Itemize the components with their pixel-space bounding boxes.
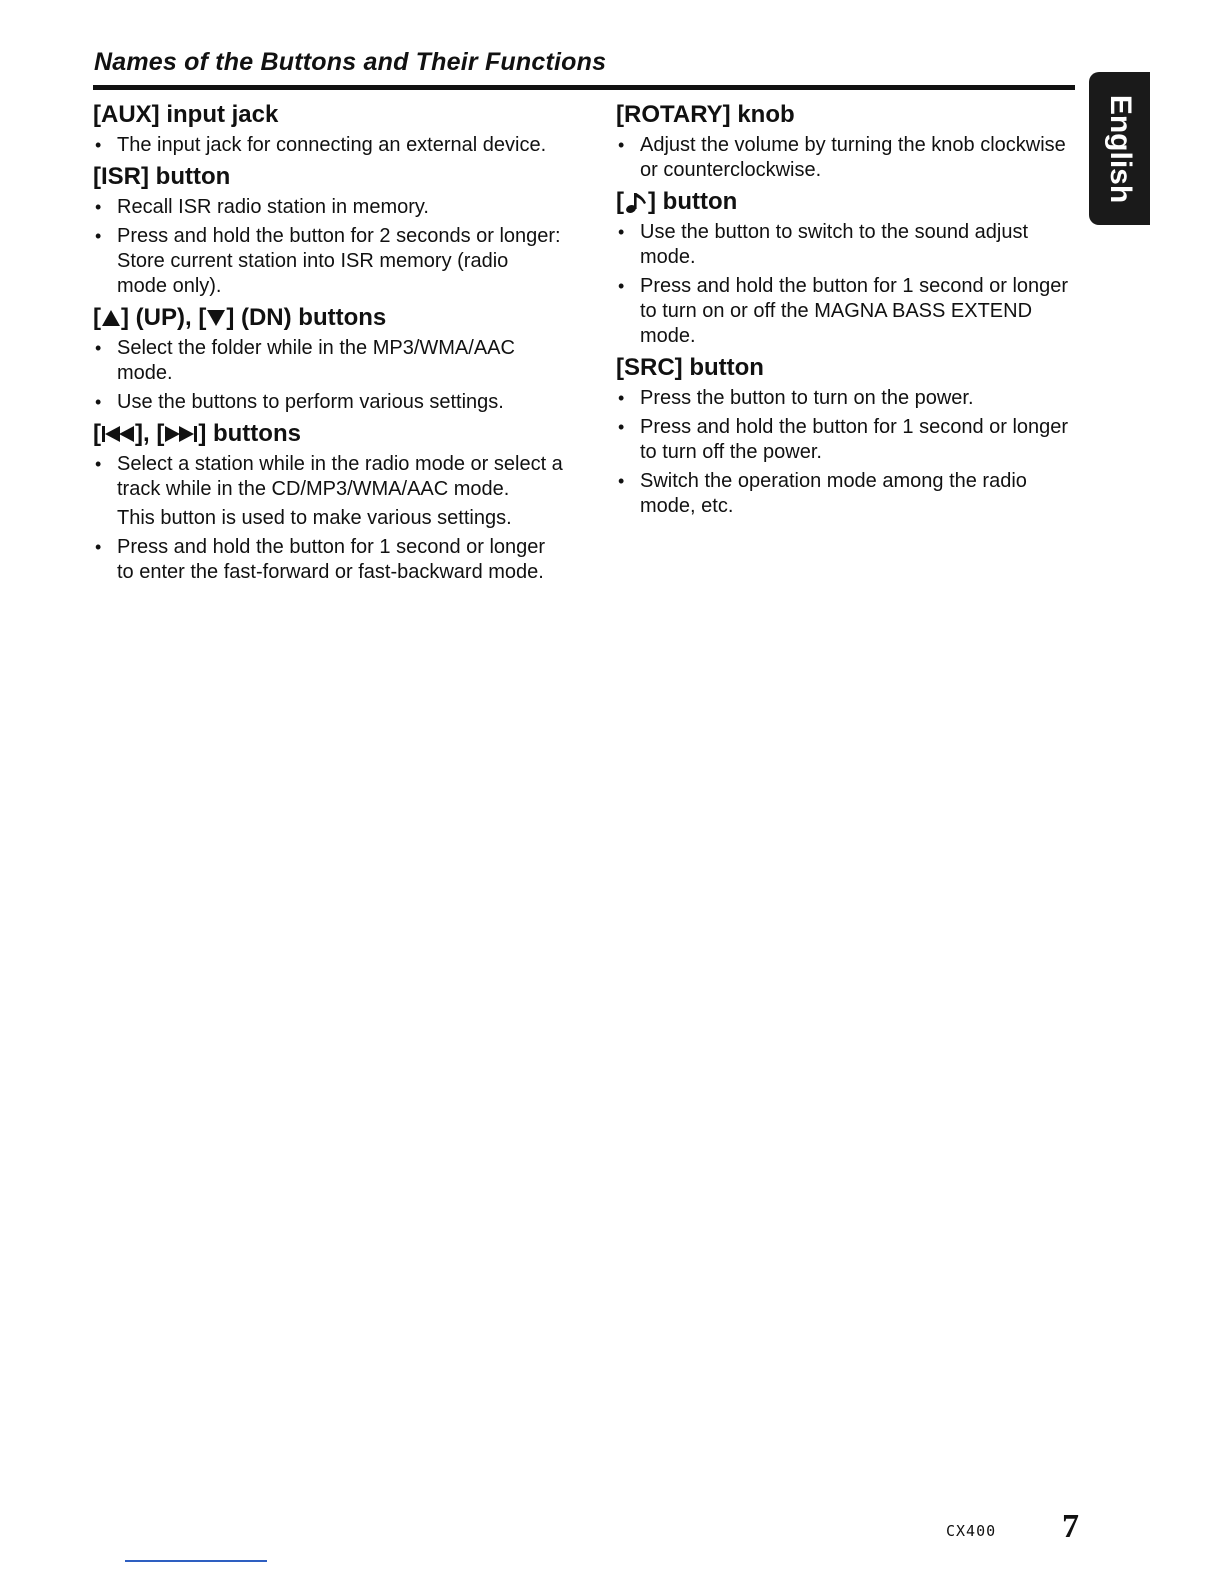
section-heading: [SRC] button [616,354,764,381]
list-item: • Recall ISR radio station in memory. [93,195,563,220]
skip-back-icon [101,425,135,443]
heading-text: [ [93,304,101,331]
model-number: CX400 [946,1522,997,1540]
heading-text: [ [93,420,101,447]
section-heading [93,419,563,449]
heading-text: ] button [648,188,738,215]
section-heading: [ROTARY] knob [616,101,795,128]
bullet-list [93,336,563,415]
title-rule [93,85,1075,90]
heading-text: ] buttons [198,420,301,447]
page-title: Names of the Buttons and Their Functions [94,48,607,76]
heading-text: ] (UP), [ [121,304,207,331]
bullet-list [93,195,563,299]
bullet-list [616,386,1076,519]
list-item: • Switch the operation mode among the radio mode, etc. [616,469,1076,519]
language-tab [1089,72,1150,225]
section-heading: [ISR] button [93,163,231,190]
section-rotary-knob [616,100,1076,183]
music-note-icon [624,190,648,214]
bullet-list [93,452,563,502]
list-item: • Adjust the volume by turning the knob clockwise or counterclockwise. [616,133,1076,183]
bullet-list [616,133,1076,183]
section-skip-buttons [93,419,563,585]
left-column [93,100,563,589]
page-number: 7 [1062,1508,1079,1545]
list-item: • Press and hold the button for 2 seconds or longer: Store current station into ISR memory (radio mode only). [93,224,563,299]
list-item: • Select a station while in the radio mode or select a track while in the CD/MP3/WMA/AAC mode. [93,452,563,502]
list-item: • Press and hold the button for 1 second or longer to turn on or off the MAGNA BASS EXTEND mode. [616,274,1076,349]
down-triangle-icon [206,309,226,327]
list-item: • Use the buttons to perform various settings. [93,390,563,415]
list-item: • Select the folder while in the MP3/WMA/AAC mode. [93,336,563,386]
section-heading [93,303,563,333]
heading-text: ] (DN) buttons [226,304,387,331]
list-item: • The input jack for connecting an external device. [93,133,563,158]
section-isr-button [93,162,563,299]
footer-link-underline [125,1560,267,1562]
heading-text: [ [616,188,624,215]
list-item: • Use the button to switch to the sound adjust mode. [616,220,1076,270]
skip-forward-icon [164,425,198,443]
section-heading: [AUX] input jack [93,101,279,128]
right-column [616,100,1076,523]
section-sound-button [616,187,1076,349]
list-item: • Press and hold the button for 1 second or longer to turn off the power. [616,415,1076,465]
section-heading [616,187,1076,217]
bullet-list [93,133,563,158]
bullet-list [93,535,563,585]
section-note: This button is used to make various settings. [117,507,512,529]
heading-text: ], [ [135,420,165,447]
bullet-list [616,220,1076,349]
list-item: • Press the button to turn on the power. [616,386,1076,411]
section-up-dn-buttons [93,303,563,415]
up-triangle-icon [101,309,121,327]
list-item: • Press and hold the button for 1 second or longer to enter the fast-forward or fast-backward mode. [93,535,563,585]
language-tab-label: English [1103,94,1137,203]
section-src-button [616,353,1076,519]
section-aux-jack [93,100,563,158]
